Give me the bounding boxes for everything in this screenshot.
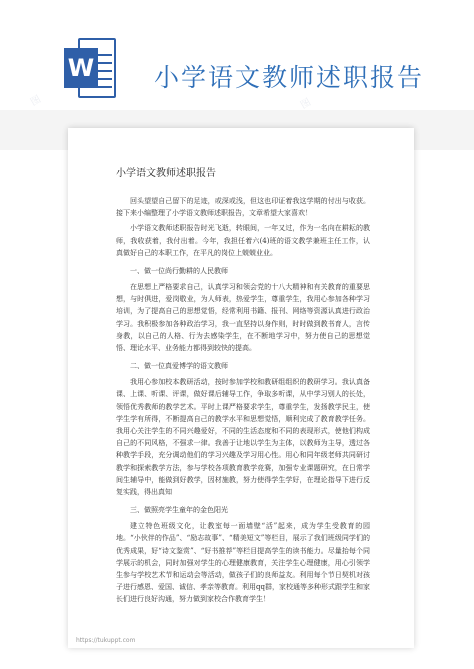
word-badge: W: [64, 48, 98, 88]
paragraph-overview: 小学语文教师述职报告时光飞逝，转眼间，一年又过，作为一名向在耕耘的教师，我收获着，我付出着。今年，我担任着六(4)班的语文教学兼班主任工作，认真做好自己的本职工作，在平凡的岗位上兢兢业业。: [116, 224, 370, 257]
paragraph-section-3: 建立特色班级文化，让教室每一面墙壁“活”起来，成为学生受教育的园地。“小伙伴的作品”、“励志故事”、“精美短文”等栏目，展示了我们班级同学们的优秀成果，好“诗文鉴赏”、“好书推荐”等栏目提高学生的读书能力。尽量抬每个同学展示的机会，同时加强对学生的心理健康教育，关注学生心理健康，用心引领学生参与学校艺术节和运动会等活动，做孩子们的良师益友。利用每个节日契机对孩子进行感恩、爱国、诚信、孝亲等教育。利用qq群，家校通等多种形式跟学生和家长们进行良好沟通，努力做到家校合作教育学生！: [116, 522, 370, 604]
paragraph-intro: 回头望望自己留下的足迹，或深或浅，但这也印证着我这学期的付出与收获。接下来小编整理了小学语文教师述职报告，文章希望大家喜欢！: [116, 197, 370, 218]
paragraph-section-2: 我用心参加校本教研活动，按时参加学校和教研组组织的教研学习。我认真备课、上课、听课、评课，做好课后辅导工作，争取多听课，从中学习别人的长处，领悟优秀教师的教学艺术。平时上课严格要求学生，尊重学生，发扬教学民主，使学生学有所得，不断提高自己的教学水平和思想觉悟，顺利完成了教育教学任务。我用心关注学生的不同兴趣爱好，不同的生活态度和不同的表现形式，使他们构成自己的不同风格，不强求一律。我善于让地以学生为主体，以教师为主导，透过各种教学手段，充分调动他们的学习兴趣及学习用心性。用心和同年级老师共同研讨教学和探索教学方法，参与学校各项教育教学竞赛，加强专业课题研究，在日常学间生辅导中，能做到好教学，因材施教，努力使得学生学好，在理论指导下进行反复实践，得出真知: [116, 378, 370, 497]
document-body: [116, 164, 370, 609]
section-heading-1: 一、做一位尚行勤耕的人民教师: [130, 267, 228, 276]
document-title: 小学语文教师述职报告: [116, 168, 216, 179]
section-heading-2: 二、做一位真爱博学的语文教师: [130, 362, 228, 371]
footer-url: https://tukuppt.com: [76, 637, 136, 644]
word-document-icon: [64, 38, 116, 98]
section-heading-3: 三、做照亮学生童年的金色阳光: [130, 506, 228, 515]
page-title: 小学语文教师述职报告: [154, 63, 425, 92]
header-banner: [0, 0, 474, 110]
paragraph-section-1: 在思想上严格要求自己，认真学习和领会党的十八大精神和有关教育的重要思想，与时俱进，爱岗敬业，为人师表，热爱学生，尊重学生，我用心参加各种学习培训，为了提高自己的思想觉悟，经常利用书籍、报刊、网络等资源认真进行政治学习。我积极参加各种政治学习，我一直坚持以身作则，时时做到教书育人，言传身教，以自己的人格、行为去感染学生，在不断地学习中，努力使自己的思想觉悟、理论水平、业务能力都得到较快的提高。: [116, 283, 370, 353]
document-page: [68, 128, 414, 648]
